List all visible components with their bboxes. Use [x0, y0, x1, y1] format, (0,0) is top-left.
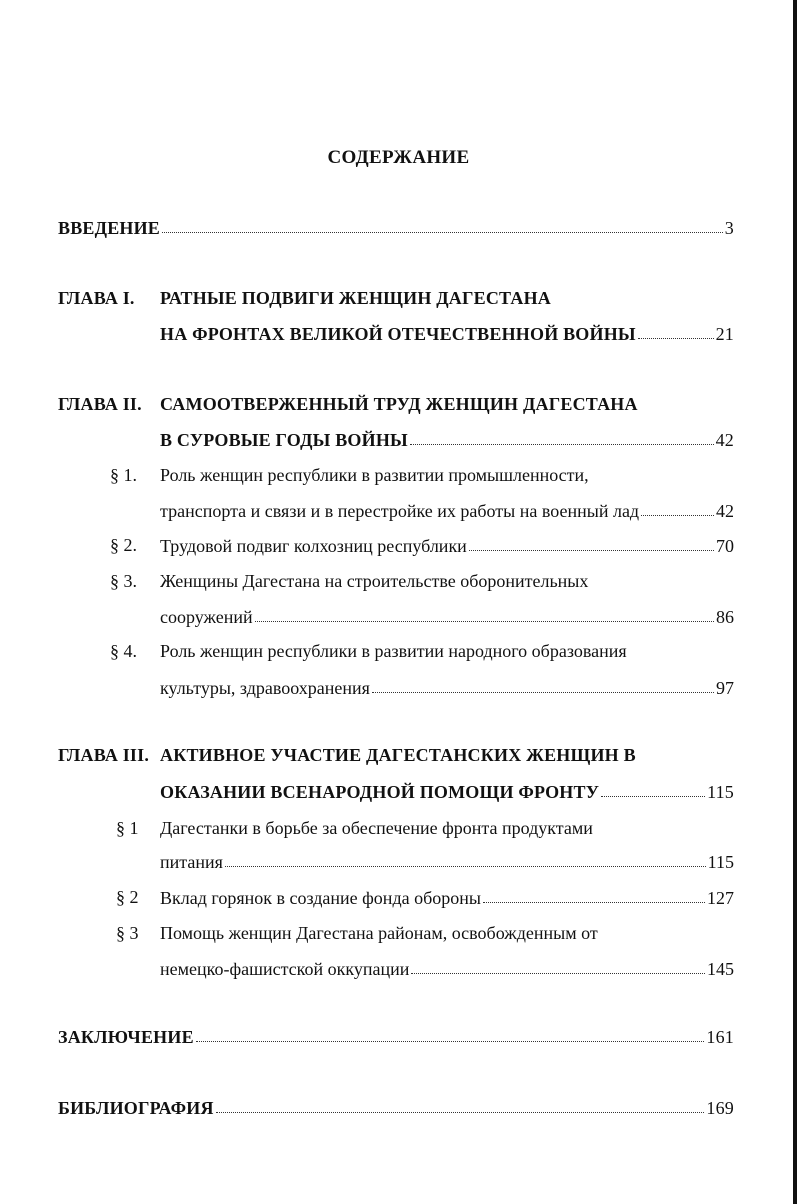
entry-label: НА ФРОНТАХ ВЕЛИКОЙ ОТЕЧЕСТВЕННОЙ ВОЙНЫ: [160, 324, 636, 344]
section-number: § 3: [116, 923, 139, 943]
entry-label: культуры, здравоохранения: [160, 678, 370, 698]
section-title-line1: Помощь женщин Дагестана районам, освобожденным от: [160, 923, 598, 943]
toc-entry-section: [160, 955, 734, 981]
page-title: СОДЕРЖАНИЕ: [327, 147, 470, 168]
section-number: § 3.: [110, 571, 137, 591]
chapter-2-title-line1: САМООТВЕРЖЕННЫЙ ТРУД ЖЕНЩИН ДАГЕСТАНА: [160, 394, 638, 414]
toc-entry-section: [160, 532, 734, 558]
entry-label: транспорта и связи и в перестройке их работы на военный лад: [160, 501, 640, 521]
entry-label: ОКАЗАНИИ ВСЕНАРОДНОЙ ПОМОЩИ ФРОНТУ: [160, 782, 600, 802]
page-number: 169: [706, 1098, 734, 1118]
toc-entry-chapter-1: [160, 320, 734, 346]
page-edge: [793, 0, 797, 1204]
section-number: § 1: [116, 818, 139, 838]
toc-entry-intro: [58, 214, 734, 240]
entry-label: немецко-фашистской оккупации: [160, 959, 410, 979]
chapter-3-title-line1: АКТИВНОЕ УЧАСТИЕ ДАГЕСТАНСКИХ ЖЕНЩИН В: [160, 745, 636, 765]
dot-leader: [372, 673, 714, 693]
dot-leader: [255, 602, 714, 622]
section-title-line1: Женщины Дагестана на строительстве оборонительных: [160, 571, 589, 591]
entry-label: сооружений: [160, 607, 253, 627]
entry-label: Вклад горянок в создание фонда обороны: [160, 888, 481, 908]
chapter-1-prefix: ГЛАВА I.: [58, 288, 135, 308]
toc-entry-section: [160, 674, 734, 700]
page-number: 115: [707, 852, 734, 872]
page-number: 21: [715, 324, 734, 344]
entry-label: БИБЛИОГРАФИЯ: [58, 1098, 214, 1118]
toc-entry-section: [160, 884, 734, 910]
section-title-line1: Роль женщин республики в развитии народного образования: [160, 641, 627, 661]
page-number: 161: [706, 1027, 734, 1047]
dot-leader: [410, 425, 714, 445]
page-number: 70: [716, 536, 734, 556]
toc-entry-section: [160, 497, 734, 523]
page-number: 3: [724, 218, 734, 238]
dot-leader: [196, 1022, 705, 1042]
page-number: 127: [707, 888, 734, 908]
page-number: 42: [715, 430, 734, 450]
entry-label: ЗАКЛЮЧЕНИЕ: [58, 1027, 194, 1047]
page-number: 145: [707, 959, 734, 979]
dot-leader: [641, 496, 714, 516]
toc-entry-conclusion: [58, 1023, 734, 1049]
section-number: § 1.: [110, 465, 137, 485]
entry-label: питания: [160, 852, 223, 872]
dot-leader: [638, 319, 714, 339]
section-number: § 4.: [110, 641, 137, 661]
dot-leader: [601, 777, 705, 797]
toc-entry-chapter-2: [160, 426, 734, 452]
toc-entry-section: [160, 848, 734, 874]
dot-leader: [162, 213, 723, 233]
entry-label: ВВЕДЕНИЕ: [58, 218, 161, 238]
toc-entry-section: [160, 603, 734, 629]
chapter-2-prefix: ГЛАВА II.: [58, 394, 142, 414]
dot-leader: [469, 531, 714, 551]
chapter-1-title-line1: РАТНЫЕ ПОДВИГИ ЖЕНЩИН ДАГЕСТАНА: [160, 288, 551, 308]
chapter-3-prefix: ГЛАВА III.: [58, 745, 150, 765]
toc-entry-chapter-3: [160, 778, 734, 804]
page-number: 97: [716, 678, 734, 698]
entry-label: В СУРОВЫЕ ГОДЫ ВОЙНЫ: [160, 430, 408, 450]
entry-label: Трудовой подвиг колхозниц республики: [160, 536, 467, 556]
toc-entry-bibliography: [58, 1094, 734, 1120]
page-number: 115: [707, 782, 734, 802]
dot-leader: [225, 847, 706, 867]
section-number: § 2.: [110, 535, 137, 555]
section-title-line1: Роль женщин республики в развитии промышленности,: [160, 465, 589, 485]
dot-leader: [483, 883, 705, 903]
page-number: 86: [716, 607, 734, 627]
page-number: 42: [716, 501, 734, 521]
section-title-line1: Дагестанки в борьбе за обеспечение фронта продуктами: [160, 818, 593, 838]
dot-leader: [411, 954, 705, 974]
section-number: § 2: [116, 887, 139, 907]
dot-leader: [216, 1093, 705, 1113]
